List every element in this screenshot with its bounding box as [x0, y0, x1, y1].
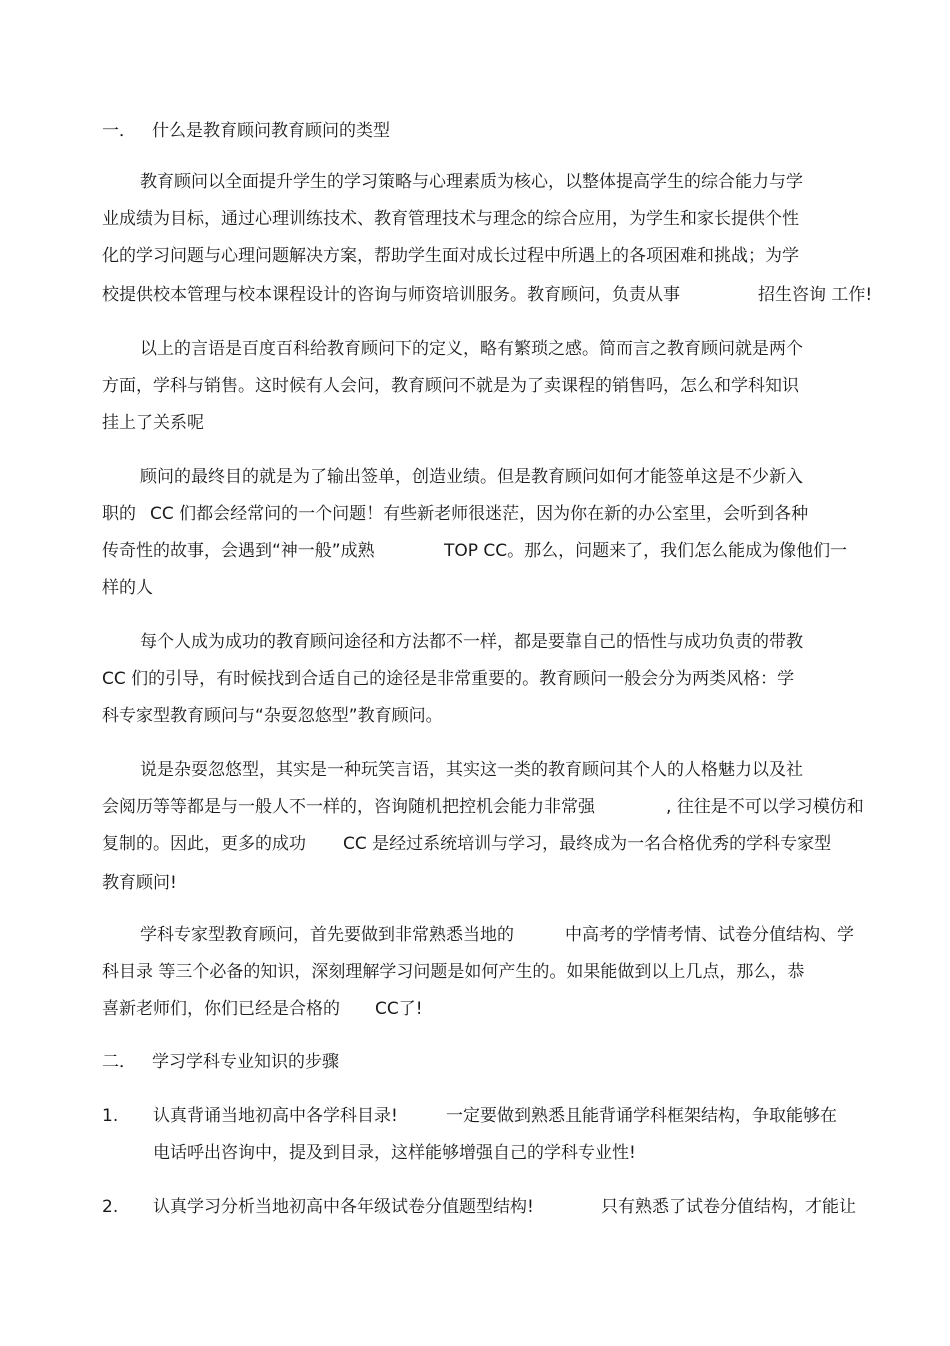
paragraph-2-line-3: 挂上了关系呢 — [102, 413, 204, 433]
paragraph-6-line-3b: CC了! — [375, 999, 423, 1019]
step-2-line-1a: 认真学习分析当地初高中各年级试卷分值题型结构! — [153, 1197, 534, 1217]
paragraph-1-line-1: 教育顾问以全面提升学生的学习策略与心理素质为核心，以整体提高学生的综合能力与学 — [140, 172, 803, 192]
paragraph-1-line-4 — [102, 283, 873, 307]
paragraph-6-line-1 — [140, 923, 854, 947]
paragraph-5-line-3 — [102, 832, 832, 856]
paragraph-3-line-2a: 职的 — [102, 504, 136, 524]
paragraph-1-line-4b: 招生咨询 工作! — [758, 285, 873, 305]
paragraph-4-line-1: 每个人成为成功的教育顾问途径和方法都不一样，都是要靠自己的悟性与成功负责的带教 — [140, 632, 803, 652]
paragraph-6-line-3a: 喜新老师们，你们已经是合格的 — [102, 999, 340, 1019]
paragraph-3-line-3a: 传奇性的故事，会遇到“神一般”成熟 — [102, 541, 375, 561]
paragraph-6-line-1b: 中高考的学情考情、试卷分值结构、学 — [565, 925, 854, 945]
section-2-heading — [102, 1050, 339, 1074]
paragraph-3-line-1: 顾问的最终目的就是为了输出签单，创造业绩。但是教育顾问如何才能签单这是不少新入 — [140, 467, 803, 487]
paragraph-5-line-3a: 复制的。因此，更多的成功 — [102, 834, 306, 854]
paragraph-5-line-2 — [102, 795, 864, 819]
paragraph-5-line-3b: CC 是经过系统培训与学习，最终成为一名合格优秀的学科专家型 — [343, 834, 832, 854]
paragraph-6-line-2: 科目录 等三个必备的知识，深刻理解学习问题是如何产生的。如果能做到以上几点，那么，恭 — [102, 962, 805, 982]
step-2-line-1 — [153, 1195, 856, 1219]
paragraph-6-line-3 — [102, 997, 423, 1021]
step-1-line-2: 电话呼出咨询中，提及到目录，这样能够增强自己的学科专业性! — [153, 1143, 636, 1163]
paragraph-1-line-4a: 校提供校本管理与校本课程设计的咨询与师资培训服务。教育顾问，负责从事 — [102, 285, 680, 305]
section-1-number: 一． — [102, 121, 136, 141]
paragraph-5-line-2a: 会阅历等等都是与一般人不一样的，咨询随机把控机会能力非常强 — [102, 797, 595, 817]
section-2-number: 二． — [102, 1052, 136, 1072]
paragraph-3-line-2 — [102, 502, 809, 526]
paragraph-2-line-1: 以上的言语是百度百科给教育顾问下的定义，略有繁琐之感。简而言之教育顾问就是两个 — [140, 339, 803, 359]
paragraph-5-line-4: 教育顾问! — [102, 873, 177, 893]
section-2-title: 学习学科专业知识的步骤 — [152, 1052, 339, 1072]
paragraph-3-line-2b: CC 们都会经常问的一个问题！有些新老师很迷茫，因为你在新的办公室里，会听到各种 — [150, 504, 809, 524]
paragraph-2-line-2: 方面，学科与销售。这时候有人会问，教育顾问不就是为了卖课程的销售吗，怎么和学科知识 — [102, 376, 799, 396]
paragraph-4-line-2: CC 们的引导，有时候找到合适自己的途径是非常重要的。教育顾问一般会分为两类风格：学 — [102, 669, 795, 689]
paragraph-1-line-3: 化的学习问题与心理问题解决方案，帮助学生面对成长过程中所遇上的各项困难和挑战；为学 — [102, 246, 799, 266]
step-1-line-1a: 认真背诵当地初高中各学科目录! — [153, 1106, 398, 1126]
paragraph-3-line-3b: TOP CC。那么，问题来了，我们怎么能成为像他们一 — [444, 541, 848, 561]
paragraph-5-line-1: 说是杂耍忽悠型，其实是一种玩笑言语，其实这一类的教育顾问其个人的人格魅力以及社 — [140, 760, 803, 780]
section-1-heading — [102, 119, 390, 143]
section-1-title: 什么是教育顾问教育顾问的类型 — [152, 121, 390, 141]
step-1-line-1 — [153, 1104, 837, 1128]
paragraph-3-line-3 — [102, 539, 848, 563]
paragraph-3-line-4: 样的人 — [102, 578, 153, 598]
paragraph-6-line-1a: 学科专家型教育顾问，首先要做到非常熟悉当地的 — [140, 925, 514, 945]
step-1-line-1b: 一定要做到熟悉且能背诵学科框架结构，争取能够在 — [446, 1106, 837, 1126]
paragraph-5-line-2b: , 往往是不可以学习模仿和 — [666, 797, 864, 817]
step-2-number: 2. — [102, 1197, 119, 1217]
paragraph-4-line-3: 科专家型教育顾问与“杂耍忽悠型”教育顾问。 — [102, 706, 443, 726]
step-1-number: 1. — [102, 1106, 119, 1126]
paragraph-1-line-2: 业成绩为目标，通过心理训练技术、教育管理技术与理念的综合应用，为学生和家长提供个性 — [102, 209, 799, 229]
step-2-line-1b: 只有熟悉了试卷分值结构，才能让 — [601, 1197, 856, 1217]
